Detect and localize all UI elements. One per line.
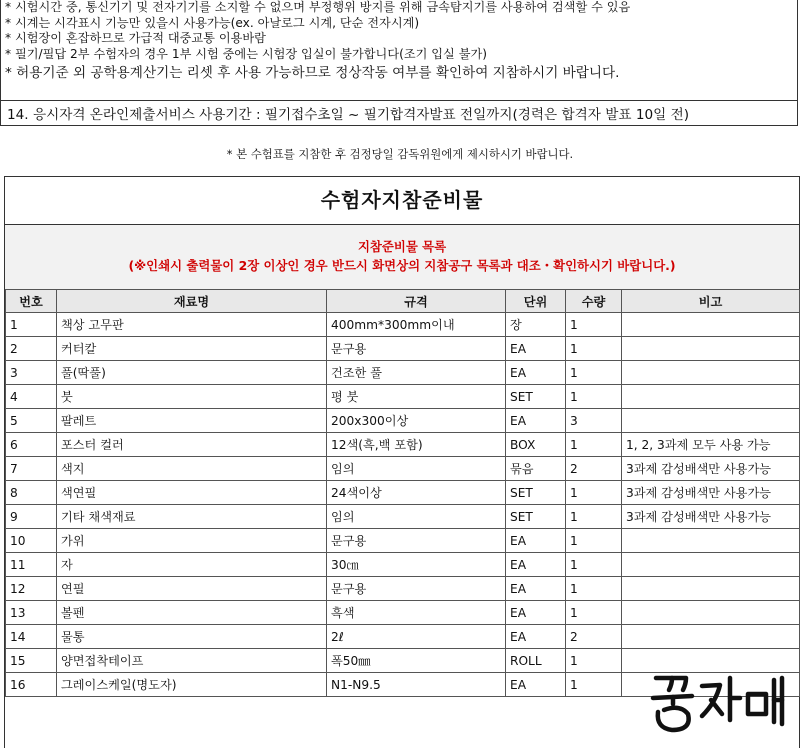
cell-quantity: 1: [566, 361, 622, 385]
cell-material: 양면접착테이프: [57, 649, 327, 673]
cell-material: 풀(딱풀): [57, 361, 327, 385]
cell-number: 1: [6, 313, 57, 337]
header-material: 재료명: [57, 290, 327, 313]
cell-spec: 평 붓: [327, 385, 506, 409]
cell-quantity: 2: [566, 457, 622, 481]
section-title: 수험자지참준비물: [5, 177, 799, 225]
table-row: [6, 361, 800, 385]
cell-unit: SET: [506, 481, 566, 505]
cell-number: 5: [6, 409, 57, 433]
notice-line: * 시계는 시각표시 기능만 있을시 사용가능(ex. 아날로그 시계, 단순 전자시계): [5, 15, 420, 30]
cell-spec: 임의: [327, 505, 506, 529]
table-body: [6, 313, 800, 697]
cell-spec: 2ℓ: [327, 625, 506, 649]
cell-spec: 200x300이상: [327, 409, 506, 433]
cell-material: 그레이스케일(명도자): [57, 673, 327, 697]
cell-remarks: [622, 553, 800, 577]
cell-spec: 12색(흑,백 포함): [327, 433, 506, 457]
cell-number: 10: [6, 529, 57, 553]
cell-remarks: [622, 577, 800, 601]
cell-remarks: 3과제 감성배색만 사용가능: [622, 481, 800, 505]
cell-unit: EA: [506, 361, 566, 385]
cell-material: 볼펜: [57, 601, 327, 625]
notice-line: * 시험시간 중, 통신기기 및 전자기기를 소지할 수 없으며 부정행위 방지를 위해 금속탐지기를 사용하여 검색할 수 있음: [5, 0, 631, 14]
notice-box: [0, 0, 798, 126]
cell-unit: EA: [506, 529, 566, 553]
cell-spec: 건조한 풀: [327, 361, 506, 385]
table-header-row: [6, 290, 800, 313]
cell-material: 책상 고무판: [57, 313, 327, 337]
cell-unit: SET: [506, 385, 566, 409]
cell-unit: EA: [506, 625, 566, 649]
materials-table: [5, 289, 800, 697]
table-row: [6, 625, 800, 649]
cell-remarks: 3과제 감성배색만 사용가능: [622, 457, 800, 481]
header-number: 번호: [6, 290, 57, 313]
cell-material: 팔레트: [57, 409, 327, 433]
cell-quantity: 3: [566, 409, 622, 433]
cell-number: 4: [6, 385, 57, 409]
table-row: [6, 505, 800, 529]
cell-remarks: [622, 601, 800, 625]
cell-number: 6: [6, 433, 57, 457]
cell-number: 3: [6, 361, 57, 385]
table-row: [6, 385, 800, 409]
table-row: [6, 649, 800, 673]
cell-number: 14: [6, 625, 57, 649]
cell-quantity: 1: [566, 505, 622, 529]
cell-quantity: 1: [566, 433, 622, 457]
cell-quantity: 1: [566, 577, 622, 601]
table-row: [6, 529, 800, 553]
table-row: [6, 409, 800, 433]
materials-subheader: [5, 225, 799, 289]
cell-remarks: [622, 385, 800, 409]
table-row: [6, 553, 800, 577]
cell-spec: 문구용: [327, 529, 506, 553]
cell-material: 포스터 컬러: [57, 433, 327, 457]
table-row: [6, 313, 800, 337]
table-row: [6, 433, 800, 457]
cell-spec: 30㎝: [327, 553, 506, 577]
cell-material: 물통: [57, 625, 327, 649]
cell-number: 2: [6, 337, 57, 361]
cell-unit: EA: [506, 601, 566, 625]
cell-material: 커터칼: [57, 337, 327, 361]
notice-line: * 허용기준 외 공학용계산기는 리셋 후 사용 가능하므로 정상작동 여부를 확인하여 지참하시기 바랍니다.: [5, 65, 620, 82]
header-remarks: 비고: [622, 290, 800, 313]
cell-spec: 24색이상: [327, 481, 506, 505]
instruction-text: * 본 수험표를 지참한 후 검정당일 감독위원에게 제시하시기 바랍니다.: [226, 147, 574, 161]
cell-unit: BOX: [506, 433, 566, 457]
cell-spec: 400mm*300mm이내: [327, 313, 506, 337]
subheader-note: (※인쇄시 출력물이 2장 이상인 경우 반드시 화면상의 지참공구 목록과 대조・확인하시기 바랍니다.): [128, 258, 676, 273]
cell-number: 9: [6, 505, 57, 529]
notice-line: * 필기/필답 2부 수험자의 경우 1부 시험 중에는 시험장 입실이 불가합니다(조기 입실 불가): [5, 46, 487, 61]
cell-unit: ROLL: [506, 649, 566, 673]
cell-material: 색지: [57, 457, 327, 481]
table-row: [6, 481, 800, 505]
cell-spec: 폭50㎜: [327, 649, 506, 673]
subheader-title: 지참준비물 목록: [357, 239, 447, 254]
handwritten-signature: [650, 672, 800, 748]
cell-remarks: [622, 409, 800, 433]
cell-material: 색연필: [57, 481, 327, 505]
cell-quantity: 1: [566, 337, 622, 361]
notice-line: * 시험장이 혼잡하므로 가급적 대중교통 이용바람: [5, 31, 266, 46]
cell-spec: 흑색: [327, 601, 506, 625]
cell-remarks: 1, 2, 3과제 모두 사용 가능: [622, 433, 800, 457]
cell-number: 7: [6, 457, 57, 481]
cell-remarks: [622, 361, 800, 385]
notice-item-14: 14. 응시자격 온라인제출서비스 사용기간 : 필기접수초일 ~ 필기합격자발표 전일까지(경력은 합격자 발표 10일 전): [1, 100, 797, 125]
cell-quantity: 1: [566, 529, 622, 553]
cell-unit: EA: [506, 673, 566, 697]
cell-remarks: [622, 529, 800, 553]
cell-remarks: [622, 337, 800, 361]
cell-spec: 문구용: [327, 337, 506, 361]
cell-spec: N1-N9.5: [327, 673, 506, 697]
table-row: [6, 457, 800, 481]
cell-unit: EA: [506, 577, 566, 601]
cell-unit: EA: [506, 337, 566, 361]
cell-material: 기타 채색재료: [57, 505, 327, 529]
cell-quantity: 1: [566, 673, 622, 697]
cell-remarks: [622, 625, 800, 649]
cell-number: 12: [6, 577, 57, 601]
table-row: [6, 577, 800, 601]
cell-unit: 장: [506, 313, 566, 337]
materials-section: [4, 176, 800, 748]
cell-remarks: [622, 313, 800, 337]
cell-material: 연필: [57, 577, 327, 601]
cell-remarks: [622, 649, 800, 673]
cell-remarks: 3과제 감성배색만 사용가능: [622, 505, 800, 529]
cell-spec: 문구용: [327, 577, 506, 601]
cell-quantity: 1: [566, 601, 622, 625]
cell-material: 자: [57, 553, 327, 577]
cell-unit: EA: [506, 553, 566, 577]
cell-material: 가위: [57, 529, 327, 553]
cell-spec: 임의: [327, 457, 506, 481]
cell-unit: SET: [506, 505, 566, 529]
cell-quantity: 2: [566, 625, 622, 649]
table-row: [6, 337, 800, 361]
table-row: [6, 601, 800, 625]
cell-number: 11: [6, 553, 57, 577]
cell-unit: 묶음: [506, 457, 566, 481]
cell-material: 붓: [57, 385, 327, 409]
cell-quantity: 1: [566, 553, 622, 577]
cell-unit: EA: [506, 409, 566, 433]
cell-number: 8: [6, 481, 57, 505]
cell-quantity: 1: [566, 385, 622, 409]
cell-quantity: 1: [566, 481, 622, 505]
header-spec: 규격: [327, 290, 506, 313]
cell-number: 15: [6, 649, 57, 673]
cell-number: 16: [6, 673, 57, 697]
cell-number: 13: [6, 601, 57, 625]
cell-quantity: 1: [566, 313, 622, 337]
cell-quantity: 1: [566, 649, 622, 673]
header-quantity: 수량: [566, 290, 622, 313]
header-unit: 단위: [506, 290, 566, 313]
